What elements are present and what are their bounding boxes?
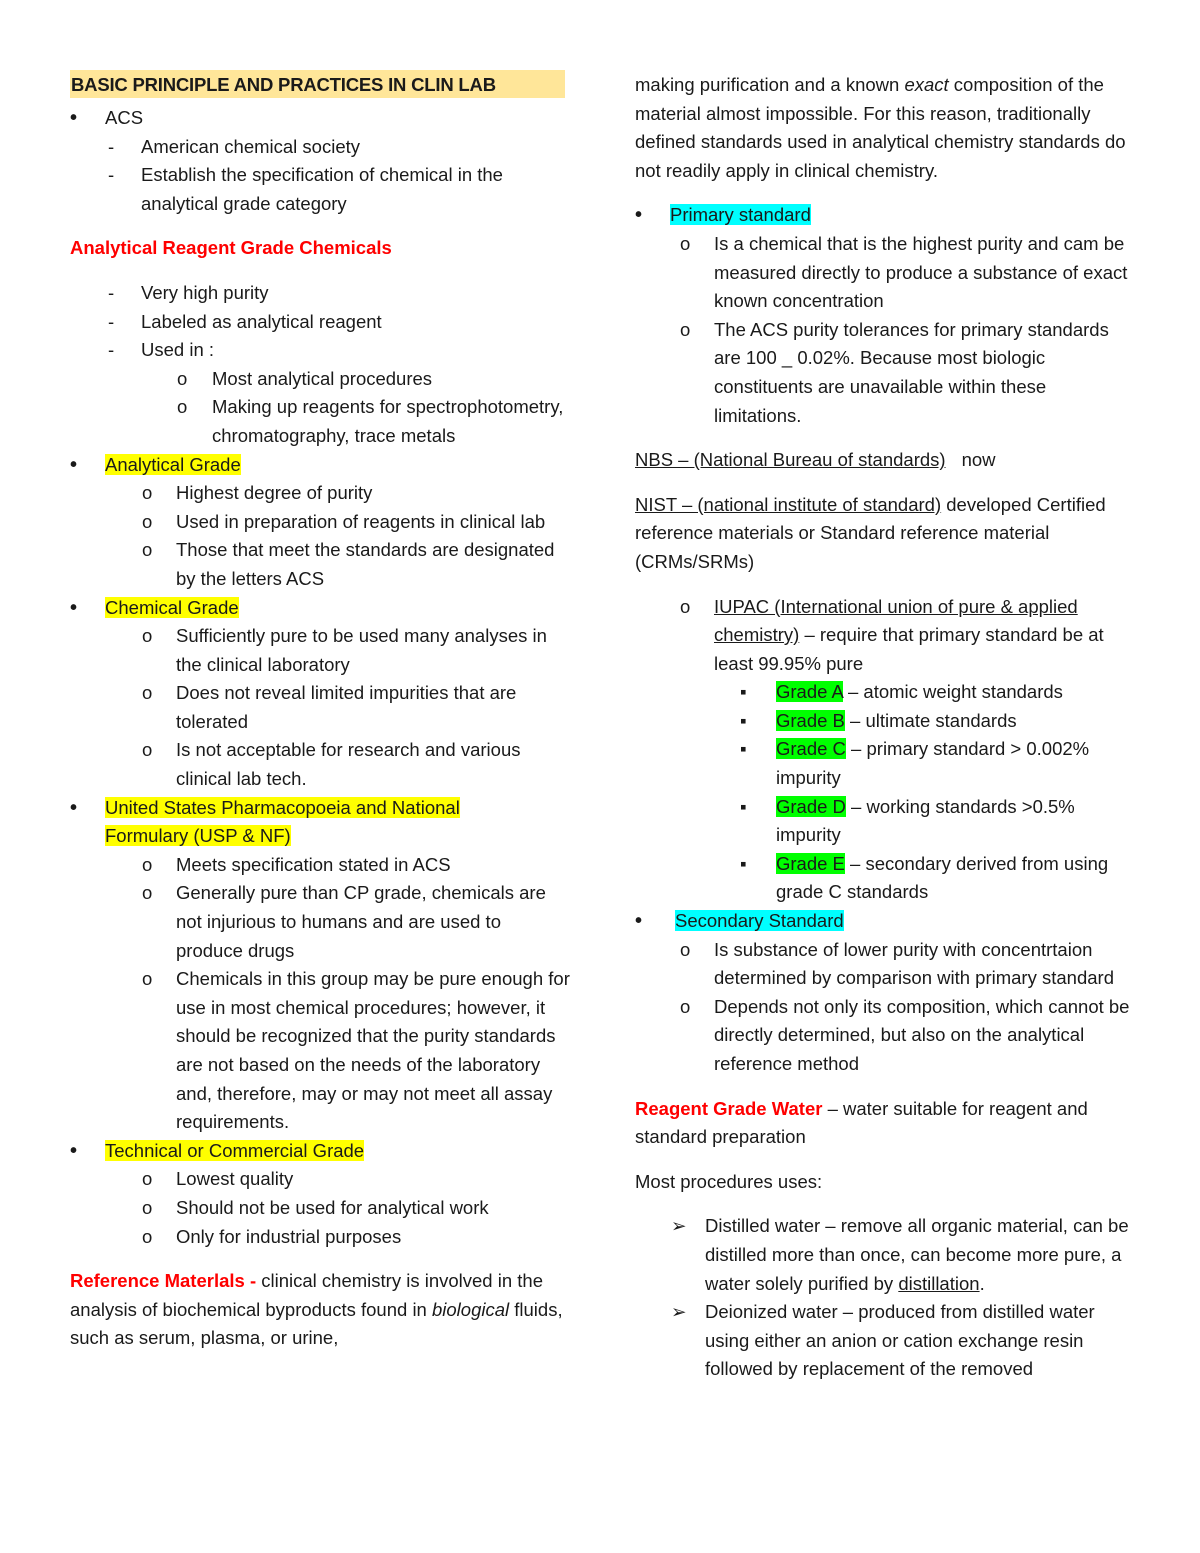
bullet-icon: • bbox=[70, 107, 78, 129]
list-item: o Sufficiently pure to be used many analyses in the clinical laboratory bbox=[70, 622, 570, 679]
right-column bbox=[635, 70, 1135, 1384]
square-bullet-icon: ▪ bbox=[740, 852, 747, 874]
circle-bullet-icon: o bbox=[142, 510, 153, 532]
reference-materials-paragraph: Reference Materlals - clinical chemistry is involved in the analysis of biochemical byproducts found in biological fluids, such as serum, plasma, or urine, bbox=[70, 1270, 563, 1349]
list-item: o Used in preparation of reagents in clinical lab bbox=[70, 508, 570, 537]
secondary-standard-bullet bbox=[635, 907, 1135, 936]
circle-bullet-icon: o bbox=[142, 882, 153, 904]
bullet-icon: • bbox=[70, 596, 78, 619]
circle-bullet-icon: o bbox=[142, 625, 153, 647]
list-item: o Depends not only its composition, which cannot be directly determined, but also on the analytical reference method bbox=[635, 993, 1135, 1079]
list-item: o Is a chemical that is the highest purity and cam be measured directly to produce a substance of exact known concentration bbox=[635, 230, 1135, 316]
grade-item: ▪ Grade D – working standards >0.5% impurity bbox=[635, 793, 1135, 850]
primary-standard-bullet bbox=[635, 201, 1135, 230]
bullet-icon: • bbox=[635, 910, 643, 933]
circle-bullet-icon: o bbox=[680, 995, 691, 1017]
list-item: o Chemicals in this group may be pure enough for use in most chemical procedures; however, it should be recognized that the purity standards are not based on the needs of the laboratory and, therefore, may or may not meet all assay requirements. bbox=[70, 965, 570, 1137]
list-item: - American chemical society bbox=[70, 133, 570, 162]
reagent-water-paragraph: Reagent Grade Water – water suitable for reagent and standard preparation bbox=[635, 1097, 1088, 1148]
list-item: o Is substance of lower purity with concentrtaion determined by comparison with primary standard bbox=[635, 936, 1135, 993]
dash-icon: - bbox=[108, 164, 115, 186]
list-item: - Establish the specification of chemical in the analytical grade category bbox=[70, 161, 570, 218]
reference-materials-heading: Reference Materlals - bbox=[70, 1270, 257, 1292]
grade-item: ▪ Grade E – secondary derived from using grade C standards bbox=[635, 850, 1135, 907]
analytical-grade-bullet bbox=[70, 451, 570, 480]
dash-icon: - bbox=[108, 339, 115, 361]
primary-standard-label: Primary standard bbox=[670, 204, 811, 226]
list-item: o Meets specification stated in ACS bbox=[70, 851, 570, 880]
nbs-line: NBS – (National Bureau of standards) now bbox=[635, 449, 996, 471]
list-item: - Very high purity bbox=[70, 279, 570, 308]
reagent-water-heading: Reagent Grade Water bbox=[635, 1097, 823, 1119]
list-item: - Used in : bbox=[70, 336, 570, 365]
chemical-grade-bullet bbox=[70, 594, 570, 623]
technical-grade-label: Technical or Commercial Grade bbox=[105, 1139, 365, 1161]
list-item: o Is not acceptable for research and various clinical lab tech. bbox=[70, 736, 570, 793]
circle-bullet-icon: o bbox=[142, 1225, 153, 1247]
circle-bullet-icon: o bbox=[142, 739, 153, 761]
list-item: o Should not be used for analytical work bbox=[70, 1194, 570, 1223]
dash-icon: - bbox=[108, 135, 115, 157]
nist-paragraph: NIST – (national institute of standard) developed Certified reference materials or Standard reference material (CRMs/SRMs) bbox=[635, 493, 1106, 572]
nbs-label: NBS – (National Bureau of standards) bbox=[635, 449, 946, 471]
list-item: o The ACS purity tolerances for primary standards are 100 _ 0.02%. Because most biologic constituents are unavailable within these limitations. bbox=[635, 316, 1135, 430]
usp-bullet bbox=[70, 794, 490, 851]
left-column bbox=[70, 70, 570, 1353]
square-bullet-icon: ▪ bbox=[740, 795, 747, 817]
bullet-icon: • bbox=[70, 796, 78, 819]
arg-heading: Analytical Reagent Grade Chemicals bbox=[70, 237, 392, 259]
most-procedures-line: Most procedures uses: bbox=[635, 1170, 823, 1192]
arrow-bullet-icon: ➢ bbox=[671, 1301, 687, 1323]
analytical-grade-label: Analytical Grade bbox=[105, 453, 241, 475]
grade-item: ▪ Grade C – primary standard > 0.002% impurity bbox=[635, 735, 1135, 792]
list-item: o Highest degree of purity bbox=[70, 479, 570, 508]
continued-paragraph: making purification and a known exact composition of the material almost impossible. For this reason, traditionally defined standards used in analytical chemistry standards do not readily apply in clinical chemistry. bbox=[635, 74, 1126, 181]
bullet-icon: • bbox=[70, 453, 78, 476]
list-item: o Most analytical procedures bbox=[70, 365, 570, 394]
dash-icon: - bbox=[108, 310, 115, 332]
circle-bullet-icon: o bbox=[142, 1196, 153, 1218]
distilled-item: ➢ Distilled water – remove all organic material, can be distilled more than once, can become more pure, a water solely purified by distillation. bbox=[635, 1212, 1135, 1298]
grade-item: ▪ Grade B – ultimate standards bbox=[635, 707, 1135, 736]
acs-bullet bbox=[70, 104, 570, 133]
square-bullet-icon: ▪ bbox=[740, 738, 747, 760]
circle-bullet-icon: o bbox=[142, 968, 153, 990]
arrow-bullet-icon: ➢ bbox=[671, 1215, 687, 1237]
chemical-grade-label: Chemical Grade bbox=[105, 596, 239, 618]
nist-label: NIST – (national institute of standard) bbox=[635, 493, 942, 515]
circle-bullet-icon: o bbox=[177, 396, 188, 418]
circle-bullet-icon: o bbox=[142, 539, 153, 561]
list-item: o Only for industrial purposes bbox=[70, 1223, 570, 1252]
usp-label: United States Pharmacopoeia and National Formulary (USP & NF) bbox=[105, 796, 460, 847]
list-item: o Making up reagents for spectrophotometry, chromatography, trace metals bbox=[70, 393, 570, 450]
grade-item: ▪ Grade A – atomic weight standards bbox=[635, 678, 1135, 707]
secondary-standard-label: Secondary Standard bbox=[675, 910, 844, 932]
dash-icon: - bbox=[108, 281, 115, 303]
list-item: o Those that meet the standards are designated by the letters ACS bbox=[70, 536, 570, 593]
bullet-icon: • bbox=[70, 1139, 78, 1162]
circle-bullet-icon: o bbox=[177, 367, 188, 389]
list-item: o Does not reveal limited impurities that are tolerated bbox=[70, 679, 570, 736]
circle-bullet-icon: o bbox=[680, 938, 691, 960]
deionized-item: ➢ Deionized water – produced from distilled water using either an anion or cation exchange resin followed by replacement of the removed bbox=[635, 1298, 1135, 1384]
circle-bullet-icon: o bbox=[142, 482, 153, 504]
bullet-icon: • bbox=[635, 204, 643, 227]
list-item: o Generally pure than CP grade, chemicals are not injurious to humans and are used to produce drugs bbox=[70, 879, 570, 965]
square-bullet-icon: ▪ bbox=[740, 681, 747, 703]
circle-bullet-icon: o bbox=[680, 318, 691, 340]
circle-bullet-icon: o bbox=[680, 595, 691, 617]
list-item: o Lowest quality bbox=[70, 1165, 570, 1194]
circle-bullet-icon: o bbox=[142, 682, 153, 704]
acs-label: ACS bbox=[105, 107, 144, 128]
circle-bullet-icon: o bbox=[142, 1168, 153, 1190]
square-bullet-icon: ▪ bbox=[740, 709, 747, 731]
circle-bullet-icon: o bbox=[680, 232, 691, 254]
circle-bullet-icon: o bbox=[142, 853, 153, 875]
technical-grade-bullet bbox=[70, 1137, 570, 1166]
iupac-label: IUPAC (International union of pure & applied chemistry) bbox=[714, 595, 1078, 646]
page-title: BASIC PRINCIPLE AND PRACTICES IN CLIN LAB bbox=[70, 70, 565, 98]
list-item: - Labeled as analytical reagent bbox=[70, 308, 570, 337]
iupac-item: o IUPAC (International union of pure & applied chemistry) – require that primary standard be at least 99.95% pure bbox=[635, 593, 1135, 679]
